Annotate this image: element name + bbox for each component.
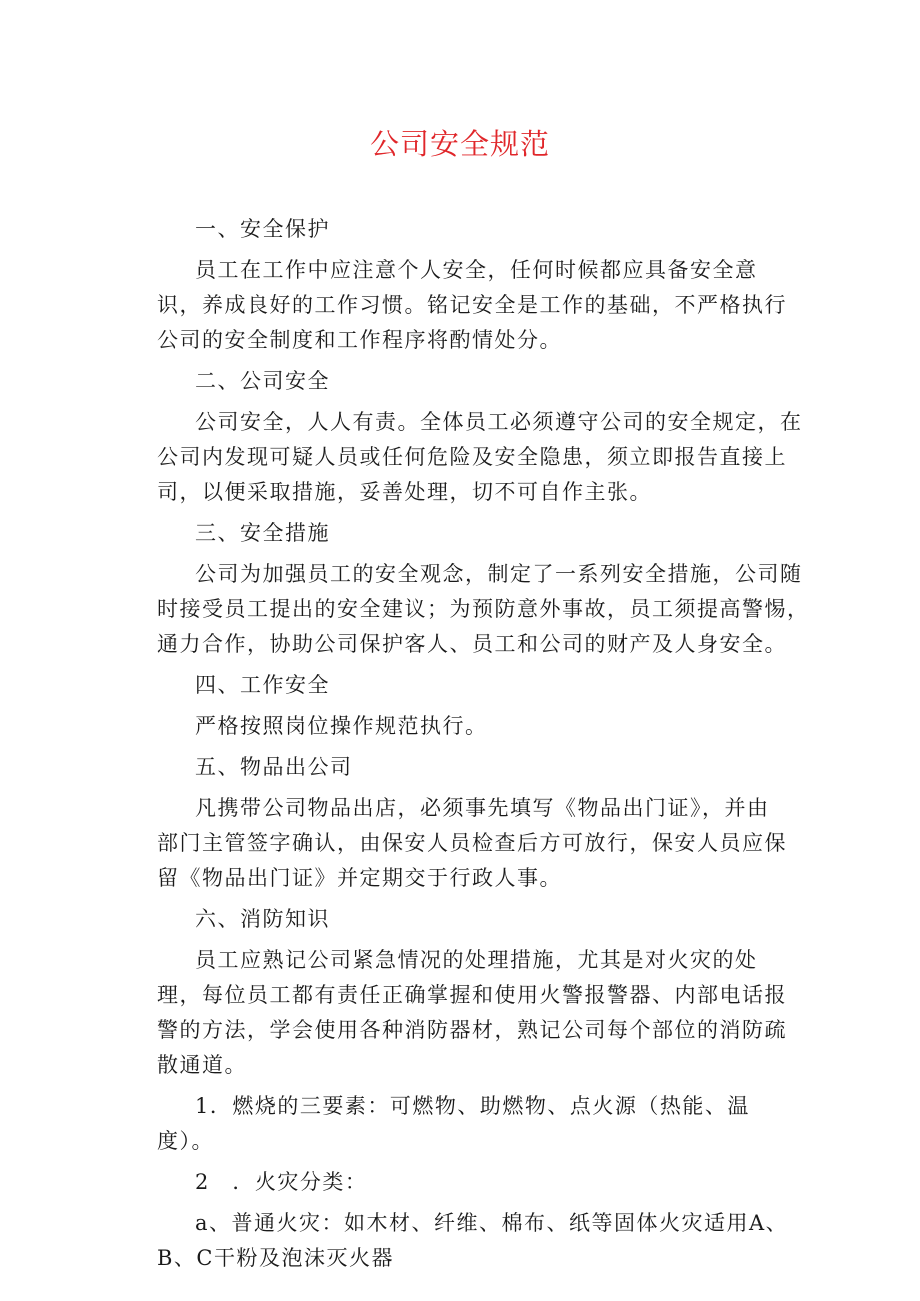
text-line: 通力合作，协助公司保护客人、员工和公司的财产及人身安全。 <box>157 632 787 656</box>
text-line: 识，养成良好的工作习惯。铭记安全是工作的基础，不严格执行 <box>157 293 787 317</box>
text-line: 严格按照岗位操作规范执行。 <box>195 714 488 738</box>
text-line: 六、消防知识 <box>195 907 330 931</box>
text-line: 部门主管签字确认，由保安人员检查后方可放行，保安人员应保 <box>157 831 787 855</box>
text-line: 散通道。 <box>157 1053 247 1077</box>
section-heading <box>195 364 837 399</box>
text-line: 二、公司安全 <box>195 369 330 393</box>
section-heading <box>195 212 837 247</box>
section-heading <box>195 750 837 785</box>
text-line: 四、工作安全 <box>195 673 330 697</box>
text-line: 一、安全保护 <box>195 217 330 241</box>
paragraph <box>157 943 837 1083</box>
paragraph <box>157 557 837 662</box>
document-body <box>157 212 837 1282</box>
paragraph <box>157 1089 837 1159</box>
text-line: 五、物品出公司 <box>195 755 353 779</box>
text-line: 凡携带公司物品出店，必须事先填写《物品出门证》，并由 <box>195 796 770 820</box>
section-heading <box>195 668 837 703</box>
text-line: 2 ．火灾分类： <box>195 1170 368 1194</box>
paragraph <box>157 253 837 358</box>
text-line: 员工应熟记公司紧急情况的处理措施，尤其是对火灾的处 <box>195 948 758 972</box>
text-line: 时接受员工提出的安全建议；为预防意外事故，员工须提高警惕， <box>157 597 810 621</box>
text-line: 公司安全，人人有责。全体员工必须遵守公司的安全规定，在 <box>195 410 803 434</box>
section-heading <box>195 902 837 937</box>
text-line: 司，以便采取措施，妥善处理，切不可自作主张。 <box>157 480 652 504</box>
paragraph <box>157 1206 837 1276</box>
text-line: 公司内发现可疑人员或任何危险及安全隐患，须立即报告直接上 <box>157 445 787 469</box>
text-line: 警的方法，学会使用各种消防器材，熟记公司每个部位的消防疏 <box>157 1018 787 1042</box>
text-line: 度）。 <box>157 1129 214 1153</box>
text-line: 三、安全措施 <box>195 521 330 545</box>
text-line: 公司的安全制度和工作程序将酌情处分。 <box>157 328 562 352</box>
text-line: 1．燃烧的三要素：可燃物、助燃物、点火源（热能、温 <box>195 1094 750 1118</box>
paragraph <box>157 709 837 744</box>
paragraph <box>157 791 837 896</box>
text-line: B、C干粉及泡沫灭火器 <box>157 1246 394 1270</box>
section-heading <box>195 516 837 551</box>
text-line: 公司为加强员工的安全观念，制定了一系列安全措施，公司随 <box>195 562 803 586</box>
paragraph <box>157 405 837 510</box>
text-line: 留《物品出门证》并定期交于行政人事。 <box>157 866 562 890</box>
document-title: 公司安全规范 <box>369 127 550 161</box>
text-line: 理，每位员工都有责任正确掌握和使用火警报警器、内部电话报 <box>157 983 787 1007</box>
text-line: a、普通火灾：如木材、纤维、棉布、纸等固体火灾适用A、 <box>195 1211 789 1235</box>
paragraph <box>157 1165 837 1200</box>
text-line: 员工在工作中应注意个人安全，任何时候都应具备安全意 <box>195 258 758 282</box>
